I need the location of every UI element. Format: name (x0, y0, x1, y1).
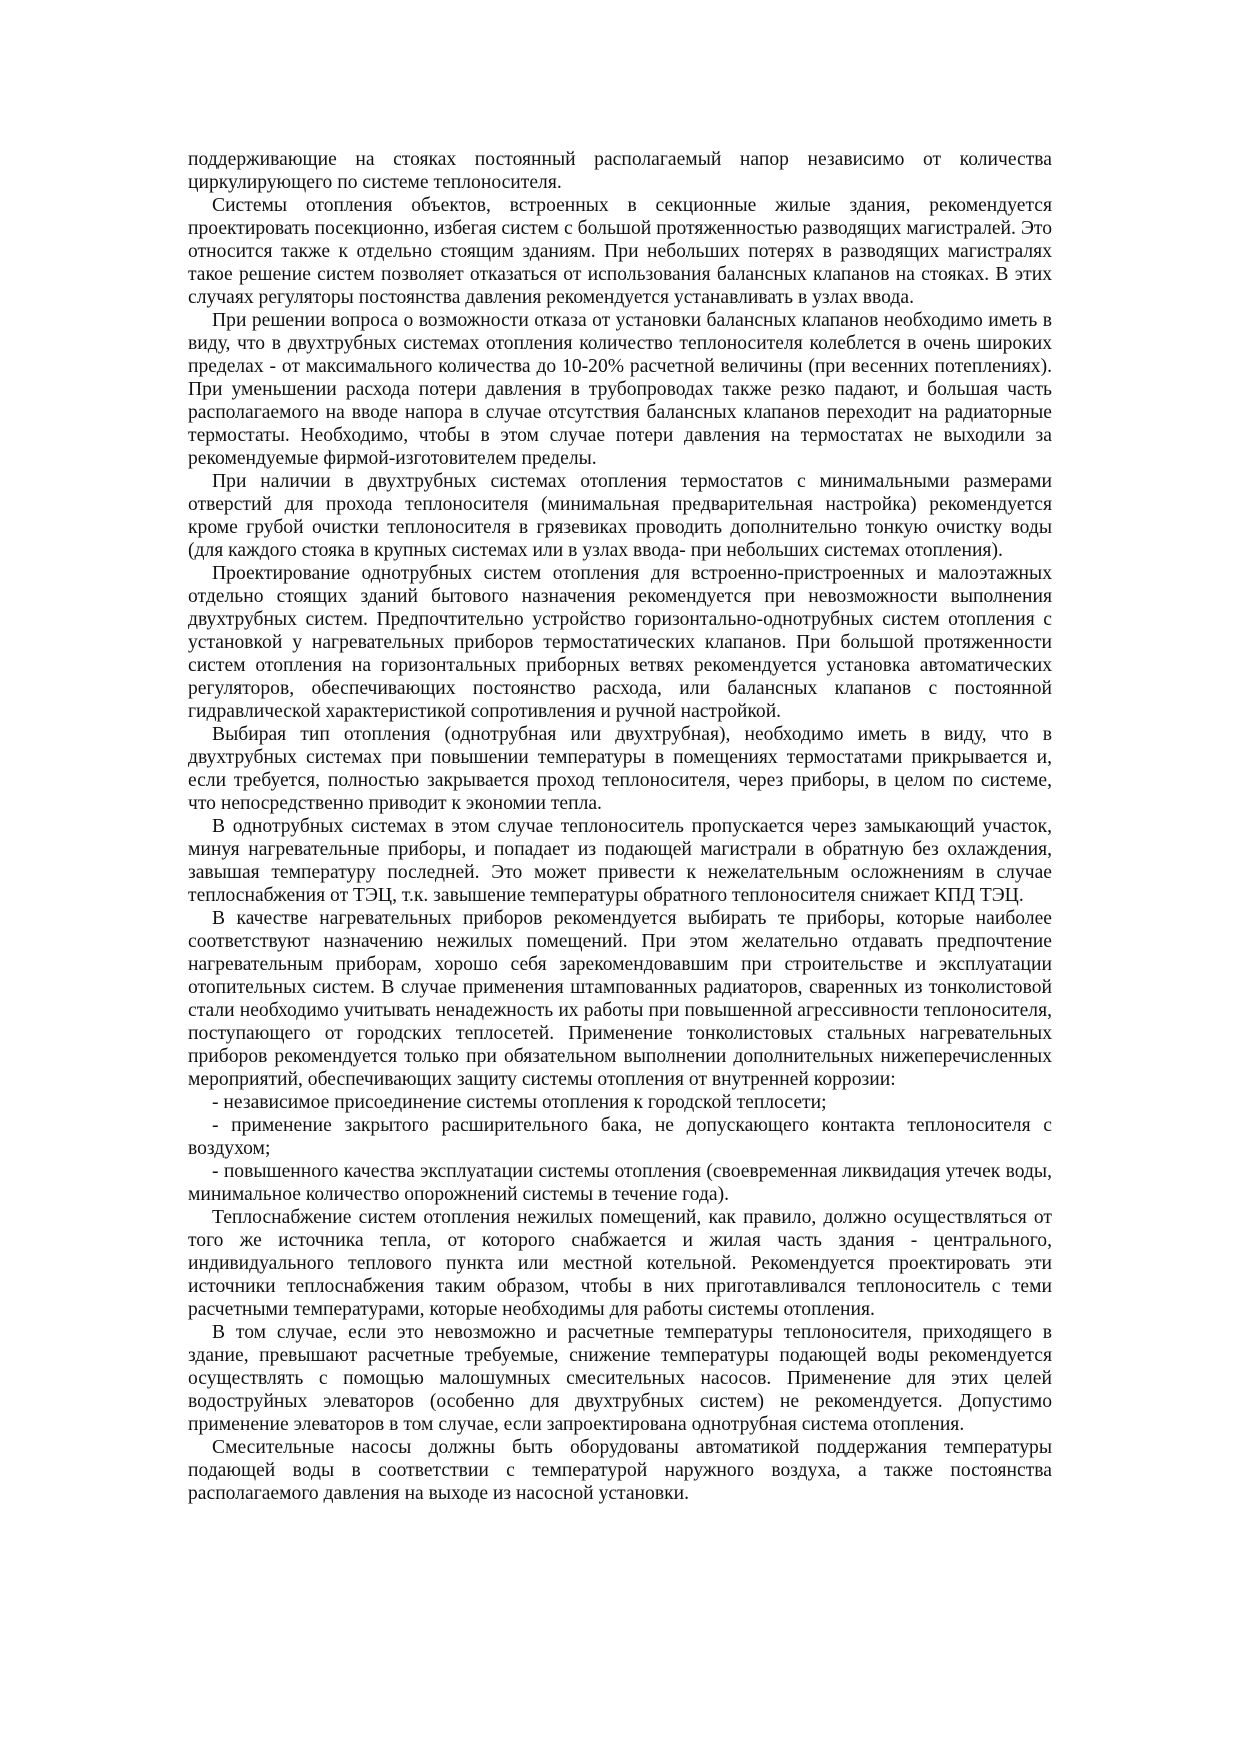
paragraph-single-pipe-bypass: В однотрубных системах в этом случае теплоноситель пропускается через замыкающий участок, минуя нагревательные приборы, и попадает из подающей магистрали в обратную без охлаждения, завышая температуру последней. Это может привести к нежелательным осложнениям в случае теплоснабжения от ТЭЦ, т.к. завышение температуры обратного теплоносителя снижает КПД ТЭЦ. (188, 816, 1052, 906)
list-item-independent-connection: - независимое присоединение системы отопления к городской теплосети; (212, 1092, 827, 1113)
paragraph-thermostats-filtering: При наличии в двухтрубных системах отопления термостатов с минимальными размерами отверстий для прохода теплоносителя (минимальная предварительная настройка) рекомендуется кроме грубой очистки теплоносителя в грязевиках проводить дополнительно тонкую очистку воды (для каждого стояка в крупных системах или в узлах ввода- при небольших системах отопления). (188, 471, 1052, 561)
paragraph-sectional-design: Системы отопления объектов, встроенных в секционные жилые здания, рекомендуется проектировать посекционно, избегая систем с большой протяженностью разводящих магистралей. Это относится также к отдельно стоящим зданиям. При небольших потерях в разводящих магистралях такое решение систем позволяет отказаться от использования балансных клапанов на стояках. В этих случаях регуляторы постоянства давления рекомендуется устанавливать в узлах ввода. (188, 195, 1052, 308)
list-item-maintenance-quality: - повышенного качества эксплуатации системы отопления (своевременная ликвидация утечек воды, минимальное количество опорожнений системы в течение года). (188, 1161, 1052, 1205)
paragraph-mixing-pumps: В том случае, если это невозможно и расчетные температуры теплоносителя, приходящего в здание, превышают расчетные требуемые, снижение температуры подающей воды рекомендуется осуществлять с помощью малошумных смесительных насосов. Применение для этих целей водоструйных элеваторов (особенно для двухтрубных систем) не рекомендуется. Допустимо применение элеваторов в том случае, если запроектирована однотрубная система отопления. (188, 1322, 1052, 1435)
list-item-closed-expansion-tank: - применение закрытого расширительного бака, не допускающего контакта теплоносителя с воздухом; (188, 1115, 1052, 1159)
document-page (188, 148, 1052, 1505)
paragraph-single-pipe-design: Проектирование однотрубных систем отопления для встроенно-пристроенных и малоэтажных отдельно стоящих зданий бытового назначения рекомендуется при невозможности выполнения двухтрубных систем. Предпочтительно устройство горизонтально-однотрубных систем отопления с установкой у нагревательных приборов термостатических клапанов. При большой протяженности систем отопления на горизонтальных приборных ветвях рекомендуется установка автоматических регуляторов, обеспечивающих постоянство расхода, или балансных клапанов с постоянной гидравлической характеристикой сопротивления и ручной настройкой. (188, 563, 1052, 722)
paragraph-system-type-choice: Выбирая тип отопления (однотрубная или двухтрубная), необходимо иметь в виду, что в двухтрубных системах при повышении температуры в помещениях термостатами прикрывается и, если требуется, полностью закрывается проход теплоносителя, через приборы, в целом по системе, что непосредственно приводит к экономии тепла. (188, 724, 1052, 814)
paragraph-heating-devices: В качестве нагревательных приборов рекомендуется выбирать те приборы, которые наиболее соответствуют назначению нежилых помещений. При этом желательно отдавать предпочтение нагревательным приборам, хорошо себя зарекомендовавшим при строительстве и эксплуатации отопительных систем. В случае применения штампованных радиаторов, сваренных из тонколистовой стали необходимо учитывать ненадежность их работы при повышенной агрессивности теплоносителя, поступающего от городских теплосетей. Применение тонколистовых стальных нагревательных приборов рекомендуется только при обязательном выполнении дополнительных нижеперечисленных мероприятий, обеспечивающих защиту системы отопления от внутренней коррозии: (188, 908, 1052, 1090)
paragraph-pump-automation: Смесительные насосы должны быть оборудованы автоматикой поддержания температуры подающей воды в соответствии с температурой наружного воздуха, а также постоянства располагаемого давления на выходе из насосной установки. (188, 1437, 1052, 1504)
paragraph-continued: поддерживающие на стояках постоянный располагаемый напор независимо от количества циркулирующего по системе теплоносителя. (188, 149, 1052, 193)
paragraph-balance-valves: При решении вопроса о возможности отказа от установки балансных клапанов необходимо иметь в виду, что в двухтрубных системах отопления количество теплоносителя колеблется в очень широких пределах - от максимального количества до 10-20% расчетной величины (при весенних потеплениях). При уменьшении расхода потери давления в трубопроводах также резко падают, и большая часть располагаемого на вводе напора в случае отсутствия балансных клапанов переходит на радиаторные термостаты. Необходимо, чтобы в этом случае потери давления на термостатах не выходили за рекомендуемые фирмой-изготовителем пределы. (188, 310, 1052, 469)
paragraph-heat-supply: Теплоснабжение систем отопления нежилых помещений, как правило, должно осуществляться от того же источника тепла, от которого снабжается и жилая часть здания - центрального, индивидуального теплового пункта или местной котельной. Рекомендуется проектировать эти источники теплоснабжения таким образом, чтобы в них приготавливался теплоноситель с теми расчетными температурами, которые необходимы для работы системы отопления. (188, 1207, 1052, 1320)
